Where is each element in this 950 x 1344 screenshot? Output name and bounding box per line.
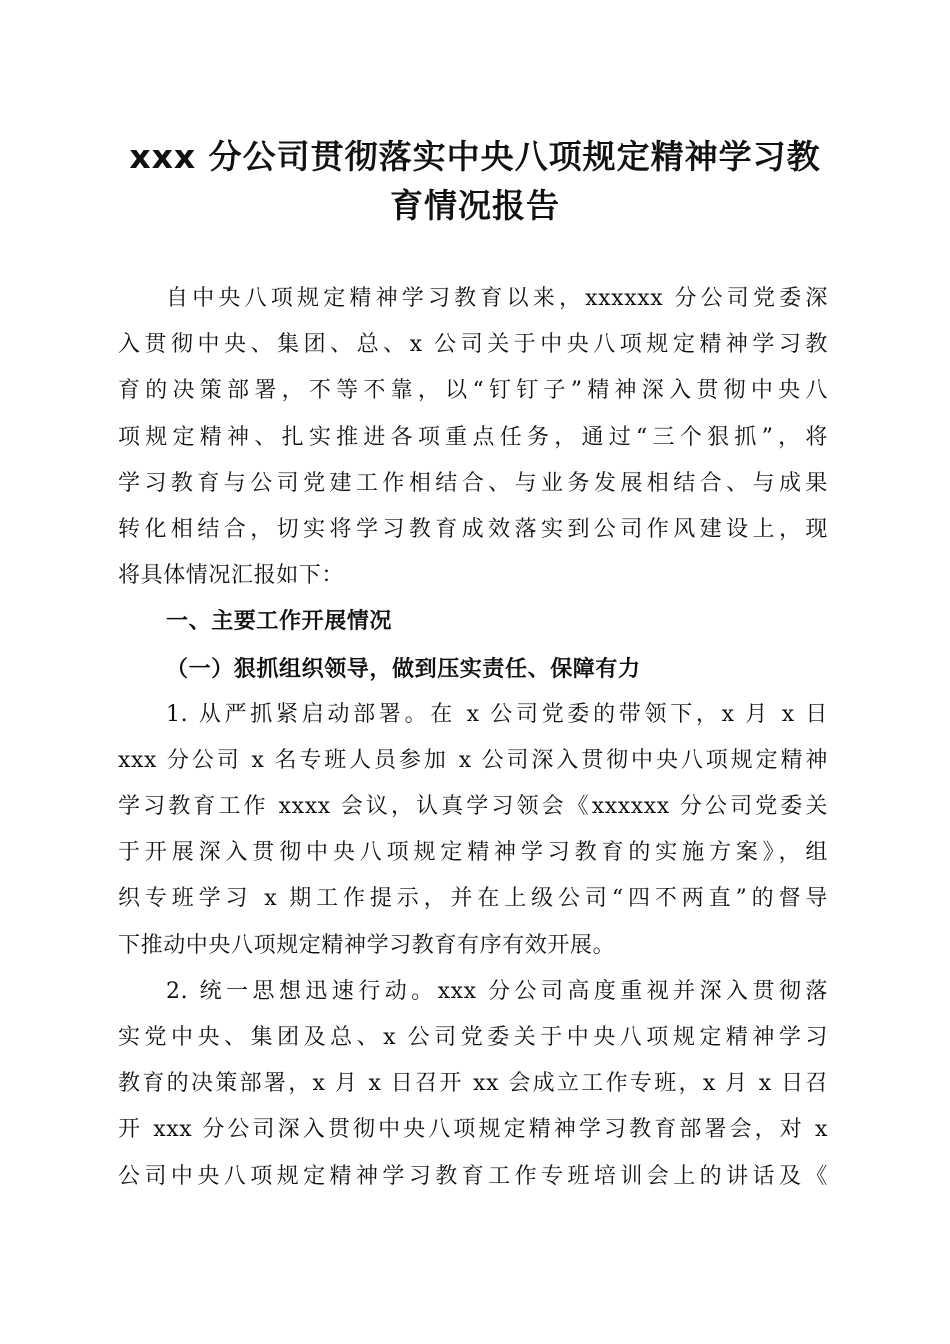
- section-heading: 一、主要工作开展情况: [166, 609, 393, 635]
- paragraph-line: 2. 统一思想迅速行动。xxx 分公司高度重视并深入贯彻落: [166, 978, 828, 1004]
- paragraph-line: 实党中央、集团及总、x 公司党委关于中央八项规定精神学习: [118, 1025, 828, 1050]
- title-line-1: xxx 分公司贯彻落实中央八项规定精神学习教: [129, 137, 821, 176]
- subsection-heading: （一）狠抓组织领导，做到压实责任、保障有力: [166, 655, 641, 682]
- paragraph-line: 于开展深入贯彻中央八项规定精神学习教育的实施方案》，组: [118, 840, 828, 866]
- paragraph-line: 公司中央八项规定精神学习教育工作专班培训会上的讲话及《: [118, 1163, 828, 1189]
- document-body: [118, 276, 828, 1200]
- paragraph-line: xxx 分公司 x 名专班人员参加 x 公司深入贯彻中央八项规定精神: [118, 747, 828, 773]
- paragraph-2: [118, 969, 828, 1200]
- paragraph-line: 学习教育工作 xxxx 会议，认真学习领会《xxxxxx 分公司党委关: [118, 794, 828, 820]
- paragraph-line: 织专班学习 x 期工作提示，并在上级公司“四不两直”的督导: [118, 886, 828, 912]
- paragraph-line: 开 xxx 分公司深入贯彻中央八项规定精神学习教育部署会，对 x: [118, 1117, 828, 1143]
- intro-paragraph: [118, 276, 828, 599]
- intro-line: 自中央八项规定精神学习教育以来，xxxxxx 分公司党委深: [166, 286, 828, 311]
- intro-line: 入贯彻中央、集团、总、x 公司关于中央八项规定精神学习教: [118, 332, 828, 358]
- intro-line: 学习教育与公司党建工作相结合、与业务发展相结合、与成果: [118, 470, 828, 496]
- paragraph-line: 1. 从严抓紧启动部署。在 x 公司党委的带领下，x 月 x 日: [166, 701, 828, 727]
- intro-line: 将具体情况汇报如下：: [118, 563, 345, 589]
- intro-line: 项规定精神、扎实推进各项重点任务，通过“三个狠抓”，将: [118, 424, 828, 450]
- document-title: [110, 132, 840, 230]
- intro-line: 转化相结合，切实将学习教育成效落实到公司作风建设上，现: [118, 516, 828, 542]
- paragraph-line: 下推动中央八项规定精神学习教育有序有效开展。: [118, 932, 616, 958]
- paragraph-line: 教育的决策部署，x 月 x 日召开 xx 会成立工作专班，x 月 x 日召: [118, 1071, 828, 1097]
- intro-line: 育的决策部署，不等不靠，以“钉钉子”精神深入贯彻中央八: [118, 378, 828, 404]
- paragraph-1: [118, 692, 828, 969]
- title-line-2: 育情况报告: [390, 186, 560, 225]
